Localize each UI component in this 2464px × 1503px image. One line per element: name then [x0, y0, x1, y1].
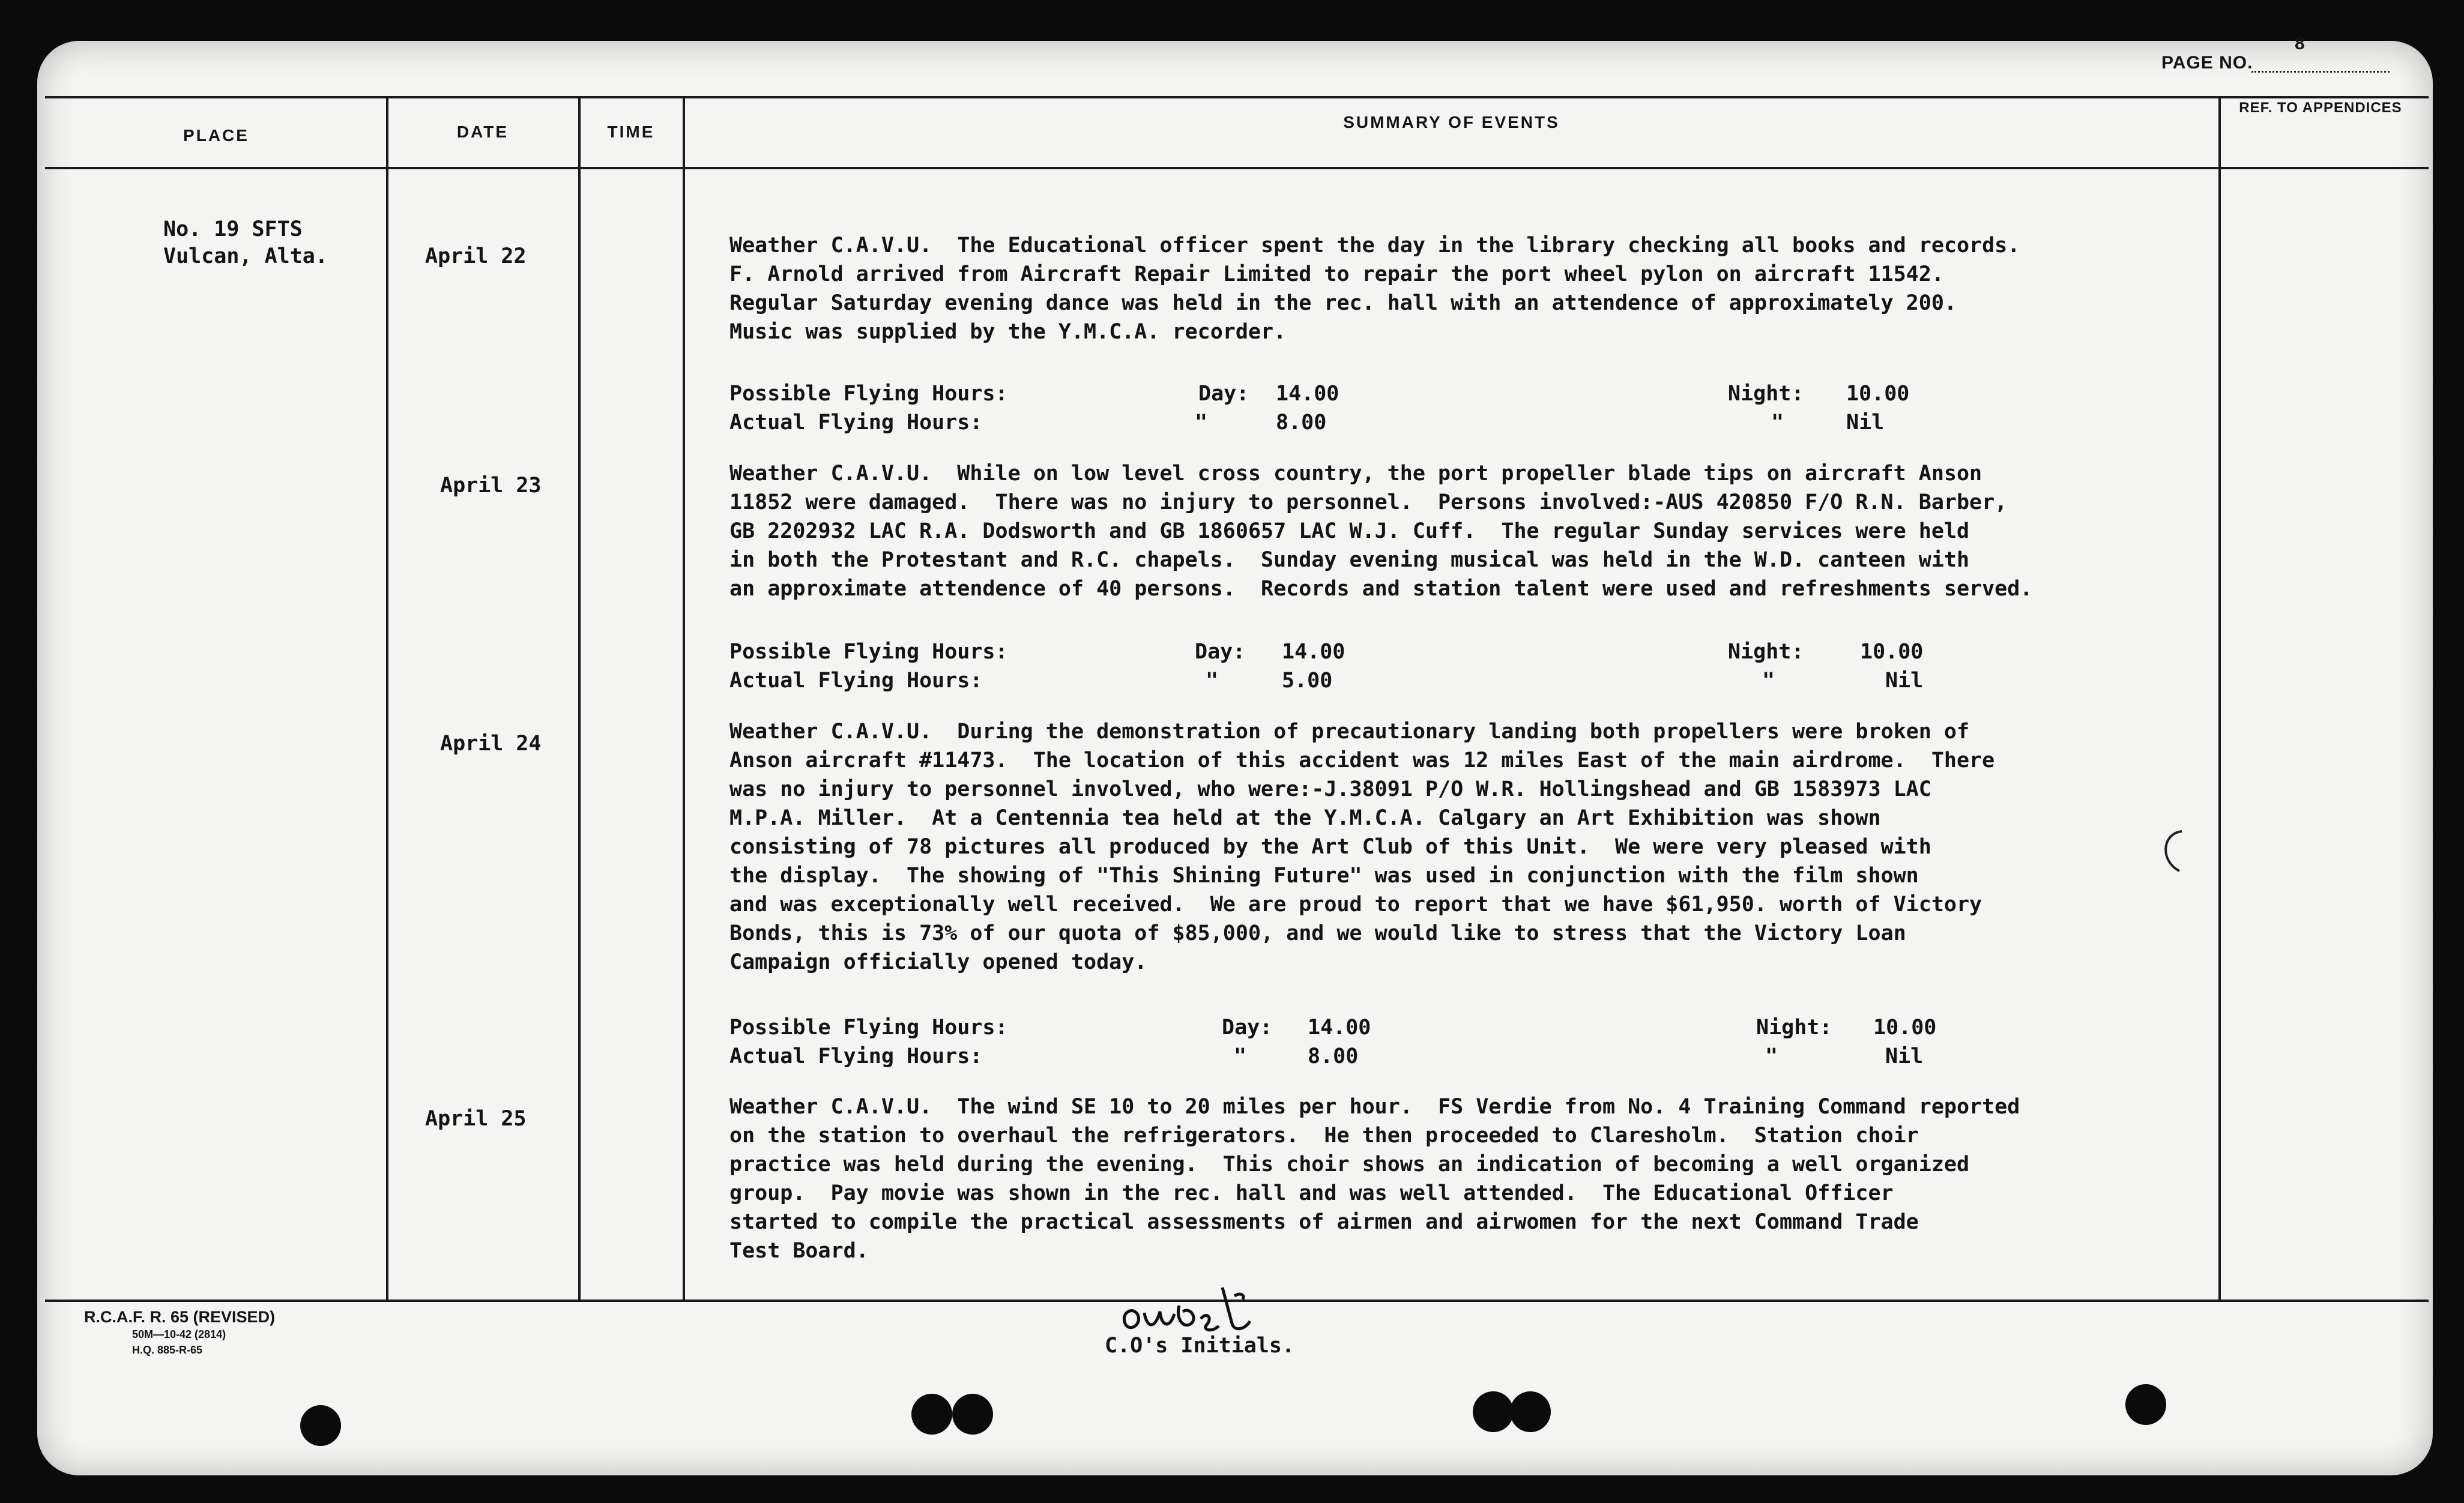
place-unit: No. 19 SFTS	[163, 217, 303, 241]
actual-day-hours: 8.00	[1308, 1044, 1359, 1068]
ditto-mark: "	[1234, 1044, 1247, 1068]
header-bottom-rule	[45, 167, 2429, 169]
possible-hours-label: Possible Flying Hours:	[729, 382, 1008, 406]
actual-night-hours: Nil	[1885, 669, 1924, 693]
page-number-line	[2251, 71, 2390, 73]
entry-summary: Weather C.A.V.U. The wind SE 10 to 20 miles per hour. FS Verdie from No. 4 Training Command reported on the station to overhaul the refrigerators. He then proceeded to Claresholm. Station choir practice was held during the evening. This choir shows an indication of becoming a well organized group. Pay movie was shown in the rec. hall and was well attended. The Educational Officer started to compile the practical assessments of airmen and airwomen for the next Command Trade Test Board.	[729, 1095, 2020, 1263]
day-label: Day:	[1198, 382, 1249, 406]
entry-date: April 24	[440, 732, 542, 756]
ditto-mark: "	[1765, 1044, 1778, 1068]
ditto-mark: "	[1762, 669, 1775, 693]
binding-hole	[1510, 1391, 1551, 1432]
entry-summary: Weather C.A.V.U. While on low level cross country, the port propeller blade tips on aircraft Anson 11852 were damaged. There was no injury to personnel. Persons involved:-AUS 420850 F/O R.N. Barber, GB 2202932 LAC R.A. Dodsworth and GB 1860657 LAC W.J. Cuff. The regular Sunday services were held in both the Protestant and R.C. chapels. Sunday evening musical was held in the W.D. canteen with an approximate attendence of 40 persons. Records and station talent were used and refreshments served.	[729, 462, 2033, 601]
entry-date: April 25	[425, 1107, 527, 1131]
column-rule-summary	[2218, 96, 2221, 1301]
pen-mark	[2155, 825, 2191, 879]
column-header-place: PLACE	[183, 126, 249, 145]
possible-hours-label: Possible Flying Hours:	[729, 640, 1008, 664]
night-label: Night:	[1728, 382, 1804, 406]
possible-night-hours: 10.00	[1860, 640, 1924, 664]
page-number-value: 8	[2295, 34, 2305, 53]
column-rule-place	[386, 96, 388, 1301]
possible-hours-label: Possible Flying Hours:	[729, 1016, 1008, 1040]
form-number: R.C.A.F. R. 65 (REVISED)	[84, 1308, 276, 1326]
night-label: Night:	[1728, 640, 1804, 664]
page-number-label: PAGE NO.	[2161, 53, 2253, 73]
column-header-ref: REF. TO APPENDICES	[2239, 100, 2402, 116]
ditto-mark: "	[1195, 411, 1208, 435]
night-label: Night:	[1756, 1016, 1832, 1040]
entry-summary: Weather C.A.V.U. During the demonstration of precautionary landing both propellers were broken of Anson aircraft #11473. The location of this accident was 12 miles East of the main airdrome. There was no injury to personnel involved, who were:-J.38091 P/O W.R. Hollingshead and GB 1583973 LAC M.P.A. Miller. At a Centennia tea held at the Y.M.C.A. Calgary an Art Exhibition was shown consisting of 78 pictures all produced by the Art Club of this Unit. We were very pleased with the display. The showing of "This Shining Future" was used in conjunction with the film shown and was exceptionally well received. We are proud to report that we have $61,950. worth of Victory Bonds, this is 73% of our quota of $85,000, and we would like to stress that the Victory Loan Campaign officially opened today.	[729, 720, 1995, 974]
binding-hole	[1473, 1391, 1514, 1432]
column-header-time: TIME	[607, 122, 655, 141]
binding-hole	[952, 1394, 993, 1435]
entry-date: April 22	[425, 244, 527, 268]
binding-hole	[300, 1405, 341, 1446]
day-label: Day:	[1195, 640, 1246, 664]
actual-night-hours: Nil	[1846, 411, 1885, 435]
form-identifier	[84, 1307, 275, 1358]
column-rule-date	[578, 96, 581, 1301]
possible-day-hours: 14.00	[1282, 640, 1345, 664]
actual-day-hours: 8.00	[1276, 411, 1327, 435]
possible-day-hours: 14.00	[1308, 1016, 1371, 1040]
actual-hours-label: Actual Flying Hours:	[729, 411, 983, 435]
actual-hours-label: Actual Flying Hours:	[729, 669, 983, 693]
actual-day-hours: 5.00	[1282, 669, 1333, 693]
actual-night-hours: Nil	[1885, 1044, 1924, 1068]
column-header-date: DATE	[456, 122, 509, 141]
entry-date: April 23	[440, 474, 542, 498]
form-hq-code: H.Q. 885-R-65	[132, 1344, 203, 1356]
day-label: Day:	[1222, 1016, 1273, 1040]
column-header-summary: SUMMARY OF EVENTS	[1343, 113, 1560, 131]
ditto-mark: "	[1206, 669, 1219, 693]
possible-night-hours: 10.00	[1873, 1016, 1937, 1040]
binding-hole	[911, 1394, 952, 1435]
ditto-mark: "	[1771, 411, 1784, 435]
column-rule-time	[683, 96, 685, 1301]
possible-night-hours: 10.00	[1846, 382, 1910, 406]
actual-hours-label: Actual Flying Hours:	[729, 1044, 983, 1068]
place-location: Vulcan, Alta.	[163, 244, 328, 268]
form-print-code: 50M—10-42 (2814)	[132, 1328, 226, 1340]
binding-hole	[2125, 1384, 2166, 1425]
header-top-rule	[45, 96, 2429, 98]
page-number	[2161, 34, 2305, 73]
co-initials-label: C.O's Initials.	[1105, 1334, 1295, 1358]
entry-summary: Weather C.A.V.U. The Educational officer spent the day in the library checking all books and records. F. Arnold arrived from Aircraft Repair Limited to repair the port wheel pylon on aircraft 11542. Regular Saturday evening dance was held in the rec. hall with an attendence of approximately 200. Music was supplied by the Y.M.C.A. recorder.	[729, 233, 2020, 344]
possible-day-hours: 14.00	[1276, 382, 1339, 406]
